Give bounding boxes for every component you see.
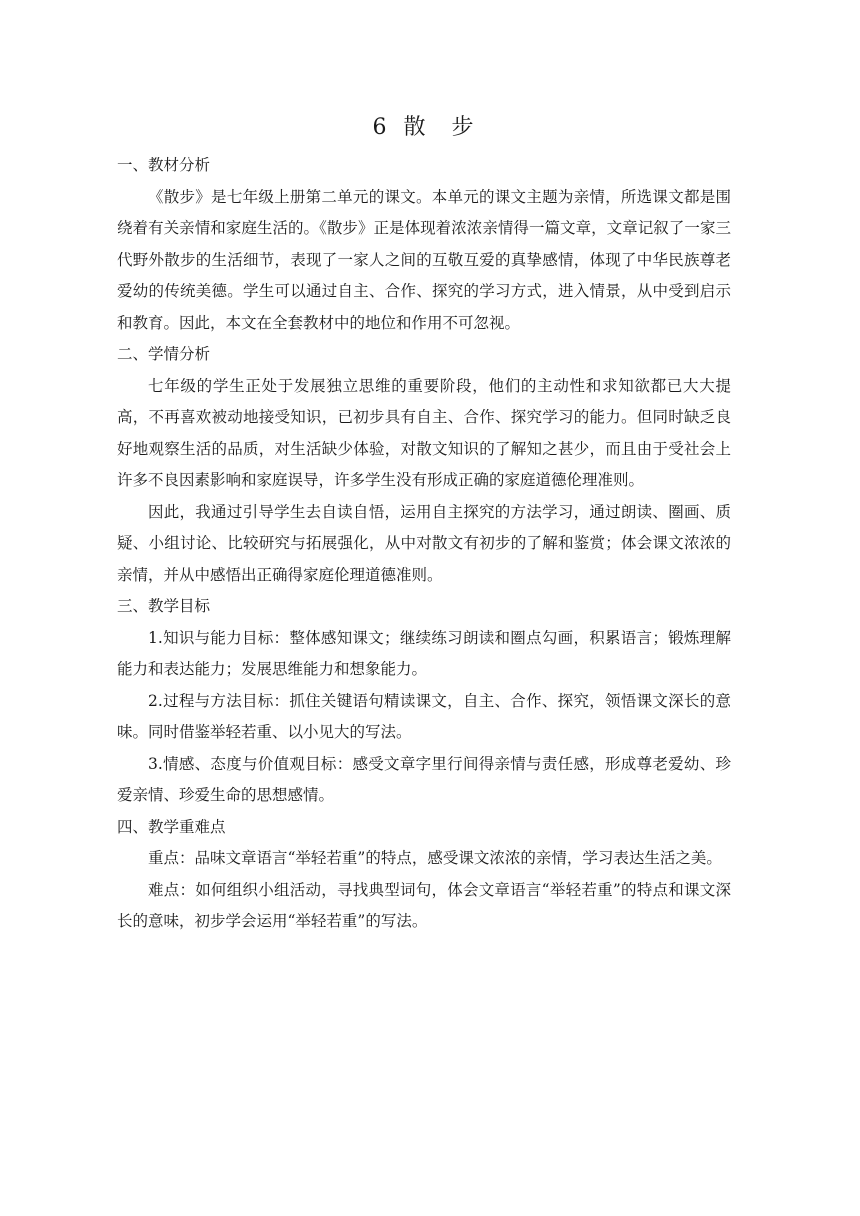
- section-heading: 四、教学重难点: [117, 817, 226, 836]
- section-heading: 二、学情分析: [117, 345, 211, 363]
- section-student-analysis: [117, 339, 731, 591]
- document-title: 6 散 步: [372, 115, 476, 140]
- paragraph: 重点：品味文章语言“举轻若重”的特点，感受课文浓浓的亲情，学习表达生活之美。: [148, 849, 722, 867]
- document-body: [117, 108, 731, 938]
- paragraph: 难点：如何组织小组活动，寻找典型词句，体会文章语言“举轻若重”的特点和课文深长的意味，初步学会运用“举轻若重”的写法。: [117, 880, 731, 930]
- paragraph: 《散步》是七年级上册第二单元的课文。本单元的课文主题为亲情，所选课文都是围绕着有关亲情和家庭生活的。《散步》正是体现着浓浓亲情得一篇文章，文章记叙了一家三代野外散步的生活细节，表现了一家人之间的互敬互爱的真挚感情，体现了中华民族尊老爱幼的传统美德。学生可以通过自主、合作、探究的学习方式，进入情景，从中受到启示和教育。因此，本文在全套教材中的地位和作用不可忽视。: [117, 187, 731, 332]
- section-teaching-goals: [117, 591, 731, 812]
- section-key-points: [117, 812, 731, 938]
- section-heading: 三、教学目标: [117, 597, 211, 615]
- paragraph: 因此，我通过引导学生去自读自悟，运用自主探究的方法学习，通过朗读、圈画、质疑、小组讨论、比较研究与拓展强化，从中对散文有初步的了解和鉴赏；体会课文浓浓的亲情，并从中感悟出正确得家庭伦理道德准则。: [117, 502, 731, 584]
- section-heading: 一、教材分析: [117, 156, 211, 174]
- section-textbook-analysis: [117, 150, 731, 339]
- paragraph: 3.情感、态度与价值观目标：感受文章字里行间得亲情与责任感，形成尊老爱幼、珍爱亲情、珍爱生命的思想感情。: [117, 754, 731, 804]
- paragraph: 1.知识与能力目标：整体感知课文；继续练习朗读和圈点勾画，积累语言；锻炼理解能力和表达能力；发展思维能力和想象能力。: [117, 628, 731, 678]
- paragraph: 七年级的学生正处于发展独立思维的重要阶段，他们的主动性和求知欲都已大大提高，不再喜欢被动地接受知识，已初步具有自主、合作、探究学习的能力。但同时缺乏良好地观察生活的品质，对生活缺少体验，对散文知识的了解知之甚少，而且由于受社会上许多不良因素影响和家庭误导，许多学生没有形成正确的家庭道德伦理准则。: [117, 376, 731, 489]
- paragraph: 2.过程与方法目标：抓住关键语句精读课文，自主、合作、探究，领悟课文深长的意味。同时借鉴举轻若重、以小见大的写法。: [117, 691, 731, 741]
